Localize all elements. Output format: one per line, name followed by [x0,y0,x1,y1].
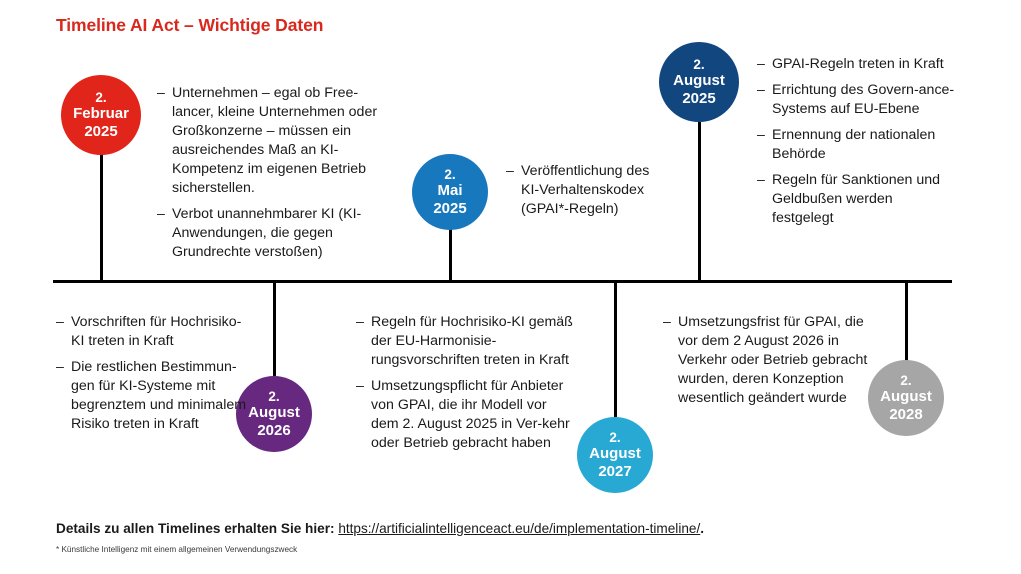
footer-details [56,521,704,536]
list-item [663,313,881,408]
bullet-list [506,162,671,219]
list-item-text: Regeln für Hochrisiko-KI gemäß der EU-Harmonisie-rungsvorschriften treten in Kraft [371,314,573,369]
bullet-list [157,84,382,262]
node-day: 2. [268,388,280,404]
list-item [356,313,578,370]
list-item [157,205,382,262]
footer-lead-text: Details zu allen Timelines erhalten Sie hier: [56,521,335,536]
stem-aug-2025 [698,122,701,282]
node-month: Februar [73,105,129,123]
stem-aug-2026 [273,281,276,376]
bullet-dash: – [663,314,671,330]
node-aug-2025[interactable] [659,42,739,122]
block-aug-2025 [757,55,955,228]
list-item-text: Vorschriften für Hochrisiko-KI treten in Kraft [71,314,242,350]
list-item [56,313,254,351]
block-aug-2027 [356,313,578,453]
list-item-text: Umsetzungsfrist für GPAI, die vor dem 2 August 2026 in Verkehr oder Betrieb gebracht wurden, deren Konzeption wesentlich geändert wurde [678,314,868,407]
list-item [356,377,578,453]
list-item-text: Errichtung des Govern-ance-Systems auf EU-Ebene [772,82,955,118]
block-mai-2025 [506,162,671,219]
bullet-dash: – [356,314,364,330]
node-mai-2025[interactable] [412,154,488,230]
node-year: 2027 [598,462,632,480]
implementation-timeline-link[interactable]: https://artificialintelligenceact.eu/de/implementation-timeline/ [338,521,701,536]
list-item [757,171,955,228]
bullet-dash: – [506,163,514,179]
list-item [757,126,955,164]
node-year: 2026 [257,421,291,439]
node-feb-2025[interactable] [61,75,141,155]
node-day: 2. [900,372,912,388]
footnote-gpai: * Künstliche Intelligenz mit einem allgemeinen Verwendungszweck [56,545,298,554]
bullet-dash: – [757,56,765,72]
list-item-text: Regeln für Sanktionen und Geldbußen werden festgelegt [772,172,941,227]
node-month: August [673,72,725,90]
node-month: August [880,388,932,406]
bullet-list [757,55,955,228]
bullet-list [663,313,881,408]
block-feb-2025 [157,84,382,262]
bullet-dash: – [757,82,765,99]
bullet-dash: – [356,378,364,395]
node-day: 2. [693,56,705,72]
stem-aug-2027 [614,281,617,417]
bullet-dash: – [757,127,765,144]
list-item-text: Die restlichen Bestimmun-gen für KI-Systeme mit begrenztem und minimalem Risiko treten in Kraft [71,359,247,433]
stem-feb-2025 [100,152,103,282]
list-item-text: GPAI-Regeln treten in Kraft [772,56,944,72]
bullet-list [356,313,578,453]
list-item-text: Umsetzungspflicht für Anbieter von GPAI, die ihr Modell vor dem 2. August 2025 in Ver-kehr oder Betrieb gebracht haben [371,378,570,452]
page-title: Timeline AI Act – Wichtige Daten [56,15,324,35]
node-year: 2025 [84,122,118,140]
list-item [757,55,955,74]
node-aug-2027[interactable] [577,417,653,493]
bullet-dash: – [757,172,765,189]
list-item [757,81,955,119]
node-year: 2025 [433,199,467,217]
bullet-dash: – [157,206,165,223]
stem-aug-2028 [905,281,908,361]
bullet-list [56,313,254,434]
stem-mai-2025 [449,228,452,282]
timeline-axis [53,280,952,283]
node-day: 2. [95,89,107,105]
block-aug-2026 [56,313,254,434]
list-item [506,162,671,219]
node-day: 2. [609,429,621,445]
node-year: 2025 [682,89,716,107]
node-day: 2. [444,166,456,182]
node-month: August [589,445,641,463]
node-year: 2028 [889,405,923,423]
footer-period: . [700,521,705,536]
node-month: August [248,404,300,422]
bullet-dash: – [157,85,165,101]
list-item-text: Unternehmen – egal ob Free-lancer, kleine Unternehmen oder Großkonzerne – müssen ein ausreichendes Maß an KI-Kompetenz im eigenen Betrieb sicherstellen. [172,85,378,197]
node-month: Mai [437,182,463,200]
list-item-text: Veröffentlichung des KI-Verhaltenskodex (GPAI*-Regeln) [521,163,650,218]
list-item [56,358,254,434]
block-aug-2028 [663,313,881,408]
list-item [157,84,382,198]
list-item-text: Verbot unannehmbarer KI (KI-Anwendungen, die gegen Grundrechte verstoßen) [172,206,362,261]
bullet-dash: – [56,359,64,376]
bullet-dash: – [56,314,64,330]
list-item-text: Ernennung der nationalen Behörde [772,127,936,163]
